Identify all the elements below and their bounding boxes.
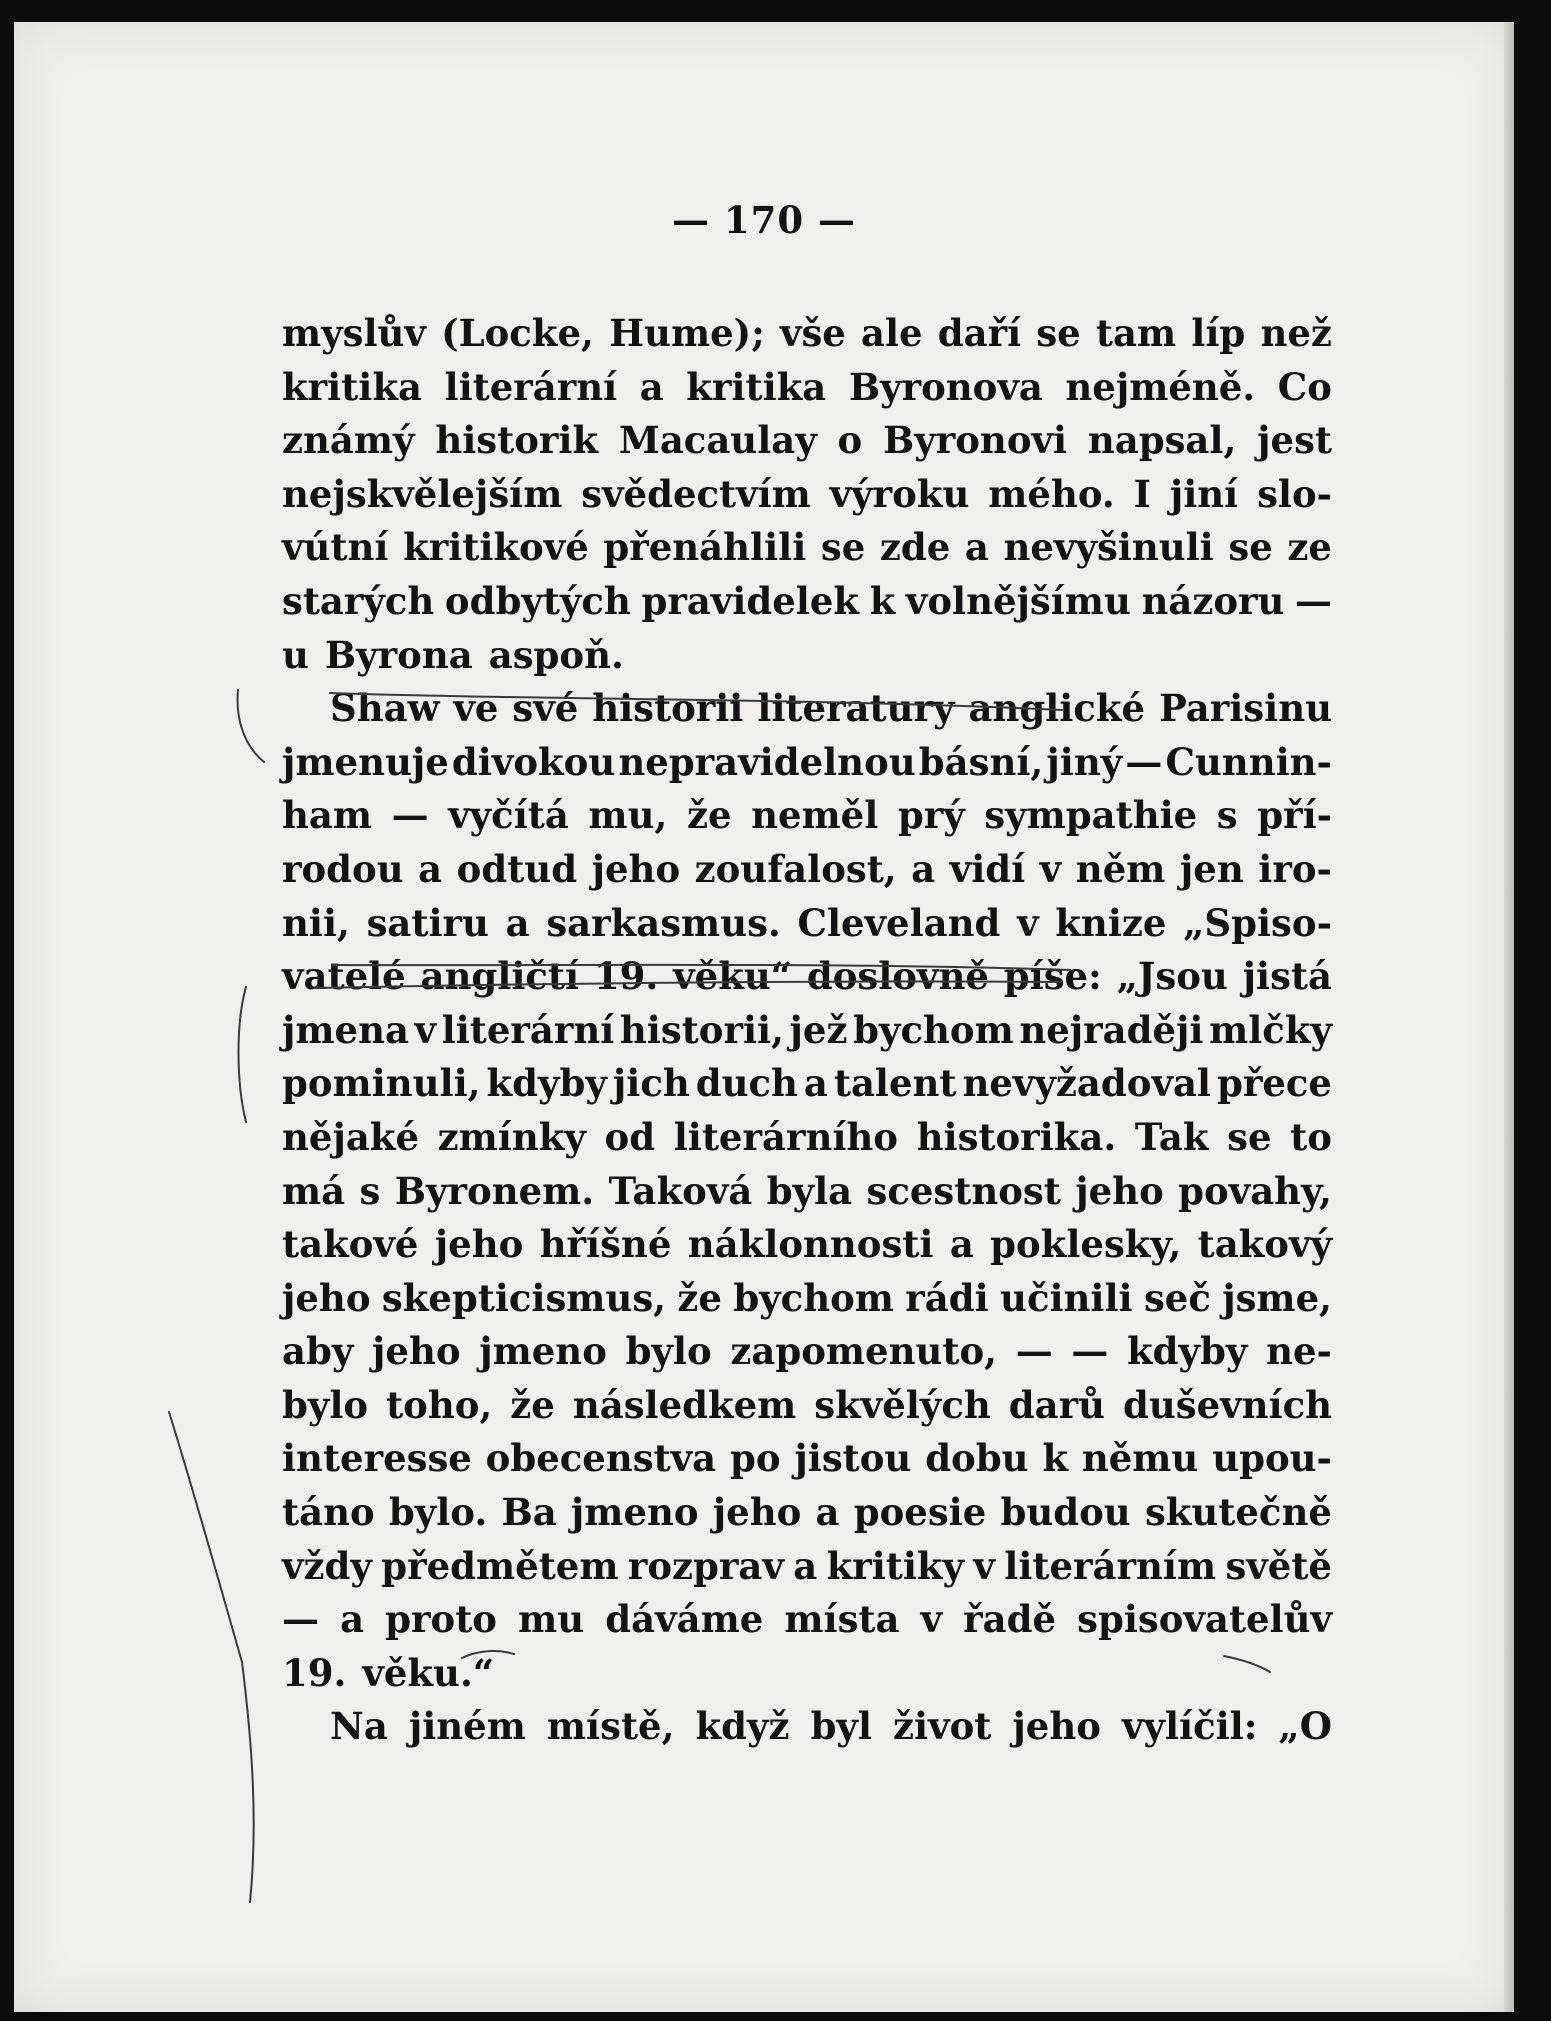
- word: jeho: [591, 846, 681, 891]
- word: kdyby: [1127, 1329, 1248, 1374]
- word: rodou: [282, 846, 404, 891]
- word: řadě: [963, 1597, 1057, 1642]
- word: —: [391, 793, 429, 838]
- text-line: [282, 629, 1332, 683]
- book-page: [14, 22, 1514, 2012]
- word: místě,: [546, 1704, 675, 1749]
- text-line: [282, 1593, 1332, 1647]
- word: ham: [282, 793, 373, 838]
- word: v: [920, 1597, 943, 1642]
- word: jsme,: [1222, 1275, 1332, 1320]
- word: jmeno: [570, 1490, 699, 1535]
- word: pominuli,: [282, 1061, 481, 1106]
- word: —: [1015, 1329, 1053, 1374]
- word: vatelé: [282, 954, 406, 999]
- paragraph-1: [282, 307, 1332, 682]
- word: nii,: [282, 900, 350, 945]
- word: něm: [1075, 846, 1166, 891]
- word: názoru: [1141, 578, 1285, 623]
- word: život: [893, 1704, 992, 1749]
- word: (Locke,: [441, 311, 594, 355]
- word: spisovatelův: [1077, 1597, 1332, 1642]
- word: pří-: [1257, 793, 1332, 838]
- word: jmenuje: [282, 739, 449, 784]
- word: skutečně: [1144, 1490, 1332, 1535]
- word: jistou: [794, 1436, 912, 1481]
- word: —: [1295, 578, 1332, 623]
- word: 19.: [282, 1650, 347, 1695]
- word: skepticismus,: [381, 1275, 667, 1320]
- word: Macaulay: [618, 418, 817, 463]
- word: jiní: [1169, 471, 1239, 516]
- text-line: [282, 1325, 1332, 1379]
- word: nevyšinuli: [1003, 525, 1214, 570]
- word: k: [869, 578, 896, 623]
- word: ne-: [1266, 1329, 1332, 1374]
- word: bylo.: [388, 1490, 488, 1535]
- word: darů: [1008, 1382, 1105, 1427]
- word: jich: [612, 1061, 690, 1106]
- pencil-stroke: [242, 1662, 254, 1902]
- word: prý: [897, 793, 965, 838]
- word: sarkasmus.: [546, 900, 781, 945]
- word: neměl: [751, 793, 879, 838]
- word: hříšné: [539, 1222, 672, 1267]
- word: že: [677, 1275, 722, 1320]
- word: satiru: [366, 900, 489, 945]
- word: slo-: [1257, 471, 1332, 516]
- word: seč: [1143, 1275, 1211, 1320]
- word: nějaké: [282, 1114, 419, 1159]
- word: literární: [441, 1007, 615, 1052]
- word: a: [964, 525, 989, 570]
- word: a: [803, 1061, 828, 1106]
- word: a: [815, 1490, 840, 1535]
- word: jeho: [1012, 1704, 1101, 1749]
- word: poklesky,: [990, 1222, 1182, 1267]
- word: jež: [789, 1007, 848, 1052]
- word: nevyžadoval: [962, 1061, 1211, 1106]
- word: povahy,: [1178, 1168, 1332, 1213]
- word: jeho: [282, 1275, 371, 1320]
- word: scestnost: [866, 1168, 1061, 1213]
- word: náklonnosti: [687, 1222, 934, 1267]
- word: odtud: [456, 846, 578, 891]
- word: vyčítá: [448, 793, 569, 838]
- word: ze: [1287, 525, 1332, 570]
- word: nejraději: [1019, 1007, 1204, 1052]
- word: než: [1260, 311, 1332, 355]
- word: básní,: [918, 739, 1044, 784]
- word: byla: [766, 1168, 853, 1213]
- paragraph-3: [282, 1700, 1332, 1754]
- word: „Spiso-: [1183, 900, 1332, 945]
- word: Shaw: [330, 686, 440, 731]
- word: 19.: [593, 954, 659, 999]
- word: divokou: [451, 739, 616, 784]
- word: svědectvím: [581, 471, 811, 516]
- pencil-stroke: [169, 1412, 242, 1662]
- word: zmínky: [437, 1114, 586, 1159]
- text-line: [282, 1647, 1332, 1701]
- word: —: [1125, 739, 1163, 784]
- word: ale: [861, 311, 923, 355]
- word: a: [639, 364, 664, 409]
- word: tam: [1095, 311, 1177, 355]
- word: Cunnin-: [1165, 739, 1332, 784]
- word: kritiky: [826, 1543, 965, 1588]
- text-line: [282, 1218, 1332, 1272]
- word: mého.: [988, 471, 1115, 516]
- word: po: [729, 1436, 781, 1481]
- text-line: [282, 575, 1332, 629]
- word: kritika: [686, 364, 827, 409]
- word: Taková: [608, 1168, 753, 1213]
- text-line: [282, 468, 1332, 522]
- word: němu: [1081, 1436, 1199, 1481]
- word: a: [793, 1543, 818, 1588]
- text-line: [282, 897, 1332, 951]
- word: odbytých: [444, 578, 631, 623]
- word: to: [1290, 1114, 1332, 1159]
- pencil-bracket: [239, 987, 247, 1122]
- word: výroku: [829, 471, 970, 516]
- word: historii: [592, 686, 744, 731]
- text-line: [282, 361, 1332, 415]
- word: píše:: [1003, 954, 1102, 999]
- word: aby: [282, 1329, 354, 1374]
- word: táno: [282, 1490, 375, 1535]
- word: od: [604, 1114, 656, 1159]
- word: myslův: [282, 311, 426, 355]
- word: Co: [1277, 364, 1332, 409]
- page-edge: [1504, 22, 1514, 2012]
- word: v: [414, 1007, 437, 1052]
- word: jen: [1179, 846, 1244, 891]
- word: dáváme: [605, 1597, 764, 1642]
- word: s: [1216, 793, 1238, 838]
- word: Byronovi: [882, 418, 1068, 463]
- word: světě: [1225, 1543, 1332, 1588]
- word: se: [1227, 1114, 1272, 1159]
- word: místa: [784, 1597, 900, 1642]
- word: Hume);: [609, 311, 765, 355]
- word: takový: [1197, 1222, 1332, 1267]
- word: jistá: [1242, 954, 1332, 999]
- word: nejskvělejším: [282, 471, 563, 516]
- word: —: [1071, 1329, 1109, 1374]
- text-line: [282, 521, 1332, 575]
- text-line: [282, 307, 1332, 361]
- word: Byrona: [324, 632, 473, 677]
- word: vše: [779, 311, 846, 355]
- word: I: [1133, 471, 1151, 516]
- word: Parisinu: [1158, 686, 1332, 731]
- word: líp: [1191, 311, 1246, 355]
- word: literárního: [673, 1114, 898, 1159]
- word: rozprav: [627, 1543, 784, 1588]
- word: a: [340, 1597, 365, 1642]
- text-line: [282, 414, 1332, 468]
- word: své: [512, 686, 579, 731]
- word: jiném: [408, 1704, 526, 1749]
- word: Byronem.: [394, 1168, 595, 1213]
- text-line: [282, 950, 1332, 1004]
- text-line: [282, 789, 1332, 843]
- word: zapomenuto,: [730, 1329, 998, 1374]
- word: historik: [435, 418, 599, 463]
- text-line: [282, 1272, 1332, 1326]
- word: s: [359, 1168, 381, 1213]
- word: věku“: [673, 954, 793, 999]
- word: jeho: [434, 1222, 524, 1267]
- word: a: [418, 846, 443, 891]
- word: volnějšímu: [905, 578, 1131, 623]
- word: skvělých: [814, 1382, 991, 1427]
- word: se: [1228, 525, 1273, 570]
- word: napsal,: [1087, 418, 1237, 463]
- text-line: [282, 1432, 1332, 1486]
- word: bychom: [853, 1007, 1014, 1052]
- word: kdyby: [486, 1061, 607, 1106]
- word: Na: [330, 1704, 388, 1749]
- paragraph-2: [282, 682, 1332, 1700]
- word: iro-: [1258, 846, 1332, 891]
- word: u: [282, 632, 309, 677]
- word: duch: [695, 1061, 798, 1106]
- word: o: [837, 418, 863, 463]
- word: aspoň.: [488, 632, 624, 677]
- text-line: [282, 736, 1332, 790]
- word: angličtí: [420, 954, 580, 999]
- text-line: [282, 1057, 1332, 1111]
- word: Ba: [501, 1490, 557, 1535]
- word: nejméně.: [1065, 364, 1256, 409]
- word: „O: [1278, 1704, 1332, 1749]
- text-line: [282, 1700, 1332, 1754]
- word: literatury: [757, 686, 955, 731]
- word: přenáhlili: [603, 525, 807, 570]
- pencil-bracket: [238, 690, 264, 762]
- text-line: [282, 1486, 1332, 1540]
- word: vždy: [282, 1543, 372, 1588]
- word: bylo: [625, 1329, 712, 1374]
- word: a: [911, 846, 936, 891]
- word: historika.: [916, 1114, 1117, 1159]
- word: starých: [282, 578, 435, 623]
- text-line: [282, 682, 1332, 736]
- word: vylíčil:: [1121, 1704, 1258, 1749]
- word: že: [686, 793, 732, 838]
- text-line: [282, 1165, 1332, 1219]
- word: literárním: [1004, 1543, 1217, 1588]
- word: se: [820, 525, 866, 570]
- word: Byronova: [848, 364, 1043, 409]
- word: mu: [518, 1597, 585, 1642]
- text-line: [282, 1540, 1332, 1594]
- word: anglické: [968, 686, 1146, 731]
- word: rádi: [905, 1275, 989, 1320]
- word: že: [510, 1382, 555, 1427]
- word: mlčky: [1209, 1007, 1332, 1052]
- word: věku.“: [362, 1650, 495, 1695]
- word: se: [1036, 311, 1081, 355]
- word: interesse: [282, 1436, 472, 1481]
- word: Tak: [1134, 1114, 1209, 1159]
- word: literární: [444, 364, 618, 409]
- word: dobu: [925, 1436, 1029, 1481]
- word: poesie: [853, 1490, 987, 1535]
- text-line: [282, 1004, 1332, 1058]
- word: daří: [937, 311, 1022, 355]
- word: jiný: [1046, 739, 1123, 784]
- word: učinili: [1000, 1275, 1133, 1320]
- word: jeho: [372, 1329, 461, 1374]
- word: jest: [1257, 418, 1332, 463]
- word: sympathie: [984, 793, 1198, 838]
- word: jeho: [1075, 1168, 1164, 1213]
- word: —: [282, 1597, 319, 1642]
- word: vútní: [282, 525, 389, 570]
- word: v: [1039, 846, 1062, 891]
- word: bylo: [282, 1382, 369, 1427]
- word: duševních: [1122, 1382, 1332, 1427]
- word: „Jsou: [1116, 954, 1228, 999]
- word: upou-: [1212, 1436, 1332, 1481]
- word: knize: [1055, 900, 1167, 945]
- word: vidí: [949, 846, 1026, 891]
- word: jmeno: [479, 1329, 607, 1374]
- word: následkem: [572, 1382, 797, 1427]
- body-text: [282, 307, 1332, 1754]
- word: obecenstva: [485, 1436, 717, 1481]
- word: pravidelek: [641, 578, 860, 623]
- word: předmětem: [381, 1543, 619, 1588]
- word: historii,: [619, 1007, 784, 1052]
- word: ve: [453, 686, 499, 731]
- word: proto: [385, 1597, 497, 1642]
- word: v: [973, 1543, 995, 1588]
- word: a: [949, 1222, 974, 1267]
- word: byl: [810, 1704, 872, 1749]
- word: známý: [282, 418, 415, 463]
- word: mu,: [588, 793, 668, 838]
- word: budou: [1000, 1490, 1131, 1535]
- word: přece: [1216, 1061, 1332, 1106]
- word: v: [1017, 900, 1039, 945]
- page-number: — 170 —: [672, 198, 856, 242]
- word: toho,: [386, 1382, 493, 1427]
- word: zoufalost,: [694, 846, 897, 891]
- word: bychom: [733, 1275, 894, 1320]
- word: talent: [833, 1061, 957, 1106]
- word: doslovně: [806, 954, 989, 999]
- word: jeho: [712, 1490, 802, 1535]
- text-line: [282, 843, 1332, 897]
- word: k: [1042, 1436, 1068, 1481]
- word: když: [695, 1704, 790, 1749]
- text-line: [282, 1111, 1332, 1165]
- word: Cleveland: [797, 900, 1001, 945]
- word: má: [282, 1168, 346, 1213]
- word: takové: [282, 1222, 419, 1267]
- word: jmena: [282, 1007, 409, 1052]
- word: kritikové: [403, 525, 589, 570]
- text-line: [282, 1379, 1332, 1433]
- word: kritika: [282, 364, 422, 409]
- word: nepravidelnou: [618, 739, 916, 784]
- word: a: [505, 900, 530, 945]
- word: zde: [879, 525, 951, 570]
